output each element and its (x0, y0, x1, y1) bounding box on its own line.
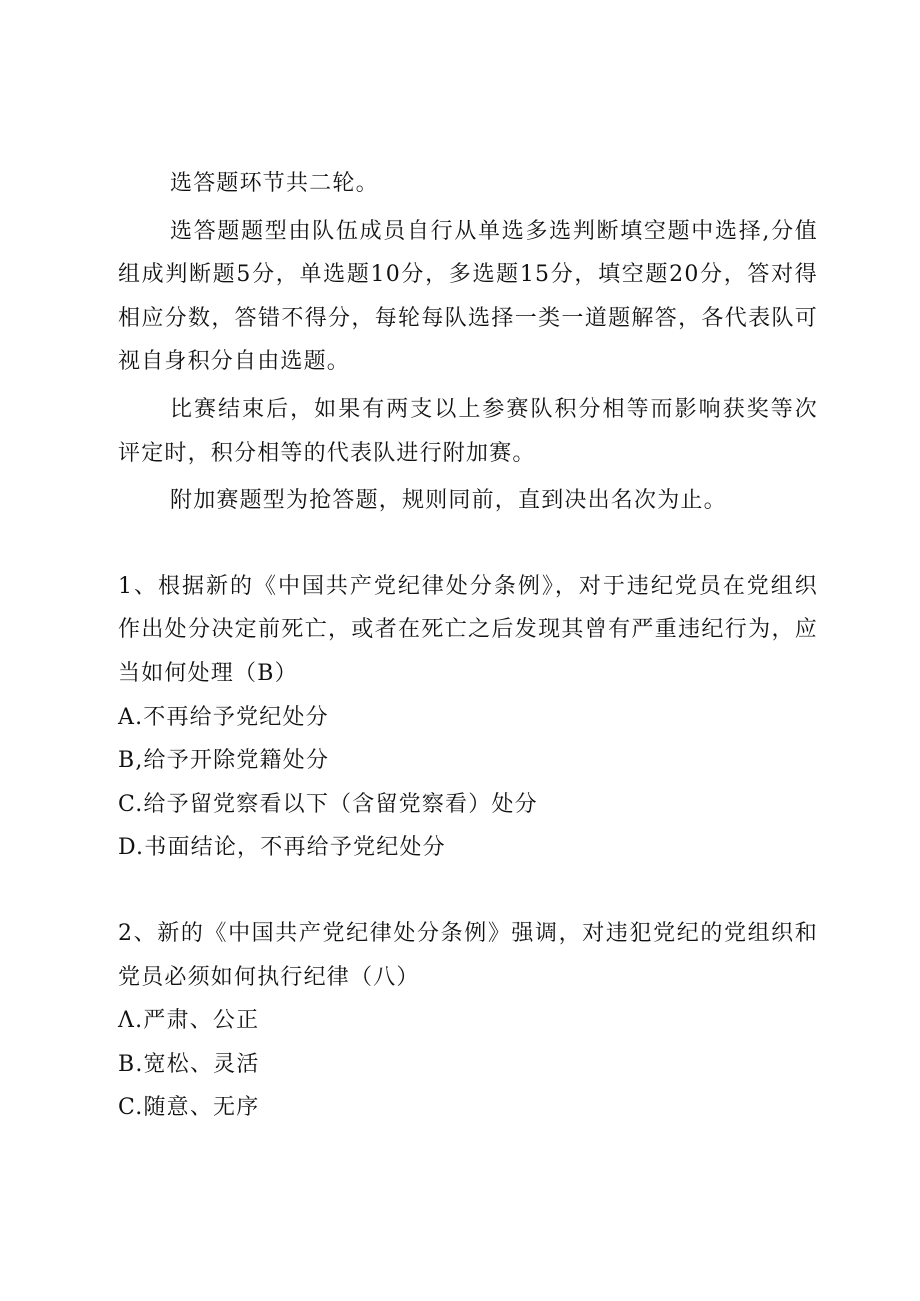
question-2-stem: 2、新的《中国共产党纪律处分条例》强调，对违犯党纪的党组织和党员必须如何执行纪律（八） (118, 920, 818, 990)
intro-paragraph-1: 选答题环节共二轮。 (170, 171, 379, 196)
question-1-stem: 1、根据新的《中国共产党纪律处分条例》，对于违纪党员在党组织作出处分决定前死亡，或者在死亡之后发现其曾有严重违纪行为，应当如何处理（B） (118, 573, 818, 686)
intro-paragraph-4: 附加赛题型为抢答题，规则同前，直到决出名次为止。 (170, 488, 727, 514)
question-2-option-a: Λ.严肃、公正 (118, 1008, 260, 1034)
question-2-option-b: B.宽松、灵活 (118, 1051, 260, 1077)
question-2-option-c: C.随意、无序 (118, 1095, 260, 1121)
intro-paragraph-3: 比赛结束后，如果有两支以上参赛队积分相等而影响获奖等次评定时，积分相等的代表队进行附加赛。 (118, 396, 818, 466)
document-page (118, 162, 818, 1130)
question-1-option-c: C.给予留党察看以下（含留党察看）处分 (118, 791, 538, 817)
question-1-option-d: D.书面结论，不再给予党纪处分 (118, 835, 446, 861)
question-2 (118, 912, 818, 1130)
question-1-option-a: A.不再给予党纪处分 (118, 704, 329, 730)
question-1 (118, 565, 818, 870)
question-1-option-b: B,给予开除党籍处分 (118, 748, 330, 774)
intro-paragraph-2: 选答题题型由队伍成员自行从单选多选判断填空题中选择,分值组成判断题5分，单选题10分，多选题15分，填空题20分，答对得相应分数，答错不得分，每轮每队选择一类一道题解答，各代表队可视自身积分自由选题。 (118, 218, 818, 375)
